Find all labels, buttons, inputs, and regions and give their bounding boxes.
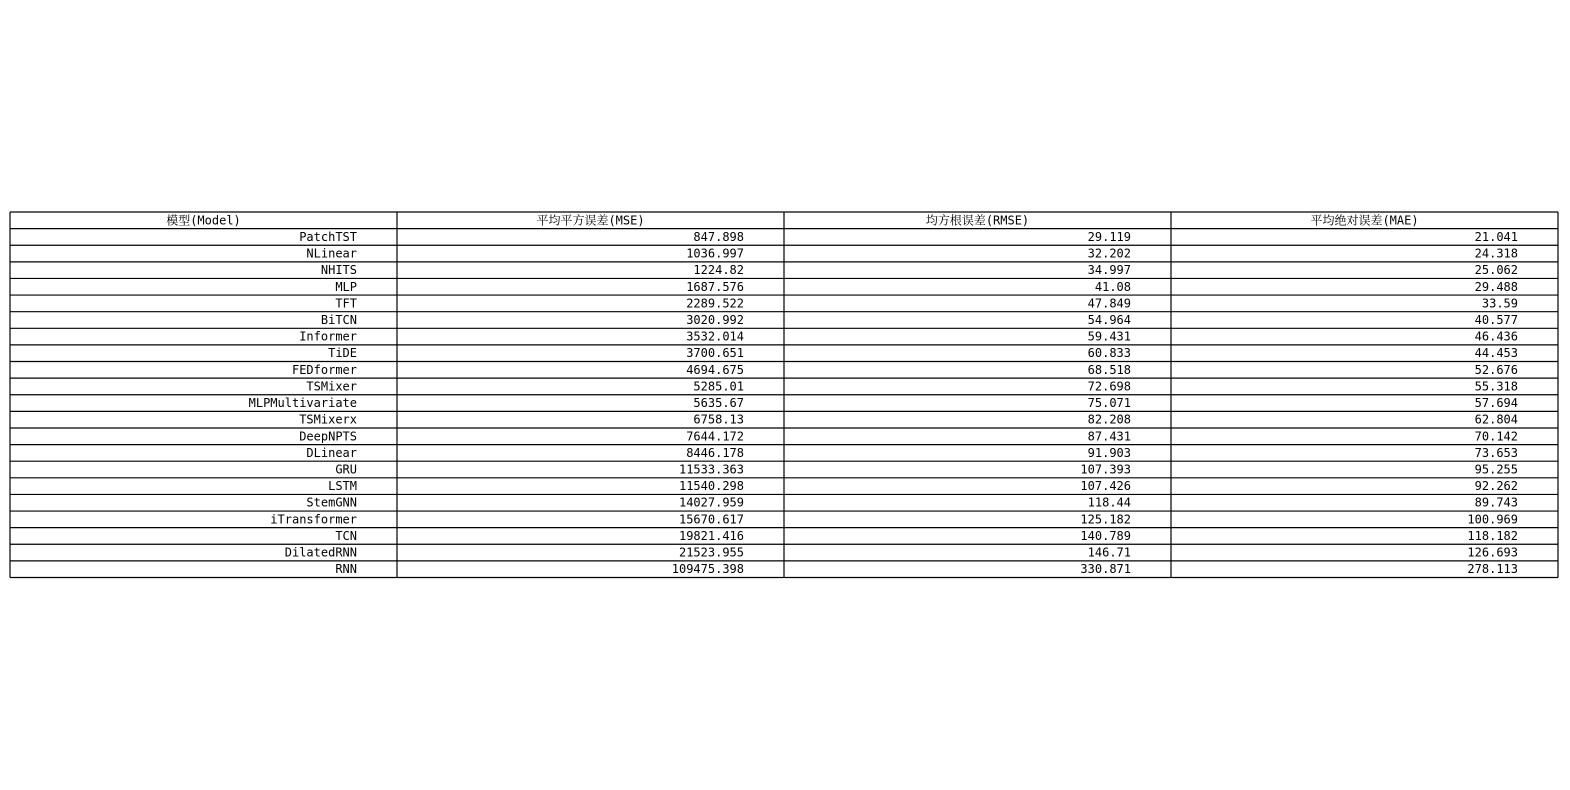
table-cell-model: TSMixer [306,379,357,394]
table-cell-value: 126.693 [1467,545,1518,560]
table-cell-value: 7644.172 [686,429,744,444]
table-header-cell: 平均平方误差(MSE) [536,213,645,228]
table-cell-value: 41.08 [1094,279,1131,294]
table-cell-value: 73.653 [1474,445,1518,460]
table-cell-value: 11540.298 [678,479,744,494]
table-cell-value: 59.431 [1087,329,1131,344]
table-cell-value: 44.453 [1474,346,1518,361]
table-cell-value: 107.426 [1080,479,1131,494]
table-cell-value: 72.698 [1087,379,1131,394]
table-cell-model: TFT [335,296,357,311]
table-cell-model: DeepNPTS [299,429,357,444]
table-cell-value: 70.142 [1474,429,1518,444]
table-cell-model: TSMixerx [299,412,357,427]
table-cell-model: DLinear [306,445,357,460]
table-cell-value: 1036.997 [686,246,744,261]
table-cell-value: 34.997 [1087,263,1131,278]
table-cell-value: 140.789 [1080,528,1131,543]
table-cell-model: NHITS [320,263,357,278]
table-cell-value: 118.182 [1467,528,1518,543]
table-cell-value: 29.488 [1474,279,1518,294]
table-cell-value: 68.518 [1087,362,1131,377]
table-cell-model: MLPMultivariate [248,396,357,411]
table-cell-value: 1687.576 [686,279,744,294]
table-cell-value: 100.969 [1467,512,1518,527]
table-cell-value: 118.44 [1087,495,1131,510]
table-cell-value: 4694.675 [686,362,744,377]
table-cell-value: 57.694 [1474,396,1518,411]
table-cell-value: 8446.178 [686,445,744,460]
table-cell-value: 14027.959 [678,495,744,510]
table-header-cell: 模型(Model) [166,213,241,228]
table-cell-value: 54.964 [1087,312,1131,327]
table-cell-model: StemGNN [306,495,357,510]
table-cell-value: 75.071 [1087,396,1131,411]
table-cell-model: Informer [299,329,357,344]
table-cell-model: TiDE [328,346,357,361]
table-cell-value: 32.202 [1087,246,1131,261]
table-cell-value: 24.318 [1474,246,1518,261]
table-cell-model: RNN [335,562,357,577]
table-cell-value: 89.743 [1474,495,1518,510]
table-cell-model: BiTCN [320,312,357,327]
table-cell-value: 5635.67 [693,396,744,411]
table-header-cell: 均方根误差(RMSE) [925,213,1030,228]
table-cell-model: iTransformer [270,512,357,527]
table-cell-model: TCN [335,528,357,543]
table-cell-value: 82.208 [1087,412,1131,427]
table-cell-value: 52.676 [1474,362,1518,377]
table-cell-value: 847.898 [693,229,744,244]
table-cell-value: 146.71 [1087,545,1131,560]
table-cell-value: 29.119 [1087,229,1131,244]
table-cell-value: 46.436 [1474,329,1518,344]
table-cell-value: 278.113 [1467,562,1518,577]
table-cell-model: DilatedRNN [284,545,357,560]
table-cell-value: 62.804 [1474,412,1518,427]
table-cell-value: 55.318 [1474,379,1518,394]
table-cell-value: 11533.363 [678,462,744,477]
table-cell-value: 2289.522 [686,296,744,311]
table-cell-model: LSTM [328,479,357,494]
table-cell-value: 3020.992 [686,312,744,327]
table-cell-value: 330.871 [1080,562,1131,577]
table-cell-value: 3532.014 [686,329,744,344]
table-cell-value: 5285.01 [693,379,744,394]
table-cell-value: 6758.13 [693,412,744,427]
table-cell-value: 125.182 [1080,512,1131,527]
table-header-cell: 平均绝对误差(MAE) [1310,213,1419,228]
table-cell-value: 25.062 [1474,263,1518,278]
table-cell-value: 91.903 [1087,445,1131,460]
table-cell-model: GRU [335,462,357,477]
table-cell-value: 92.262 [1474,479,1518,494]
table-cell-model: PatchTST [299,229,357,244]
table-cell-model: NLinear [306,246,357,261]
table-cell-model: MLP [335,279,357,294]
table-cell-value: 1224.82 [693,263,744,278]
table-cell-value: 109475.398 [671,562,744,577]
table-cell-value: 19821.416 [678,528,744,543]
table-cell-value: 15670.617 [678,512,744,527]
table-cell-value: 3700.651 [686,346,744,361]
table-cell-value: 40.577 [1474,312,1518,327]
table-cell-value: 87.431 [1087,429,1131,444]
table-cell-model: FEDformer [291,362,357,377]
table-cell-value: 21523.955 [678,545,744,560]
table-cell-value: 33.59 [1481,296,1518,311]
table-cell-value: 21.041 [1474,229,1518,244]
table-cell-value: 95.255 [1474,462,1518,477]
table-cell-value: 60.833 [1087,346,1131,361]
table-cell-value: 47.849 [1087,296,1131,311]
table-cell-value: 107.393 [1080,462,1131,477]
